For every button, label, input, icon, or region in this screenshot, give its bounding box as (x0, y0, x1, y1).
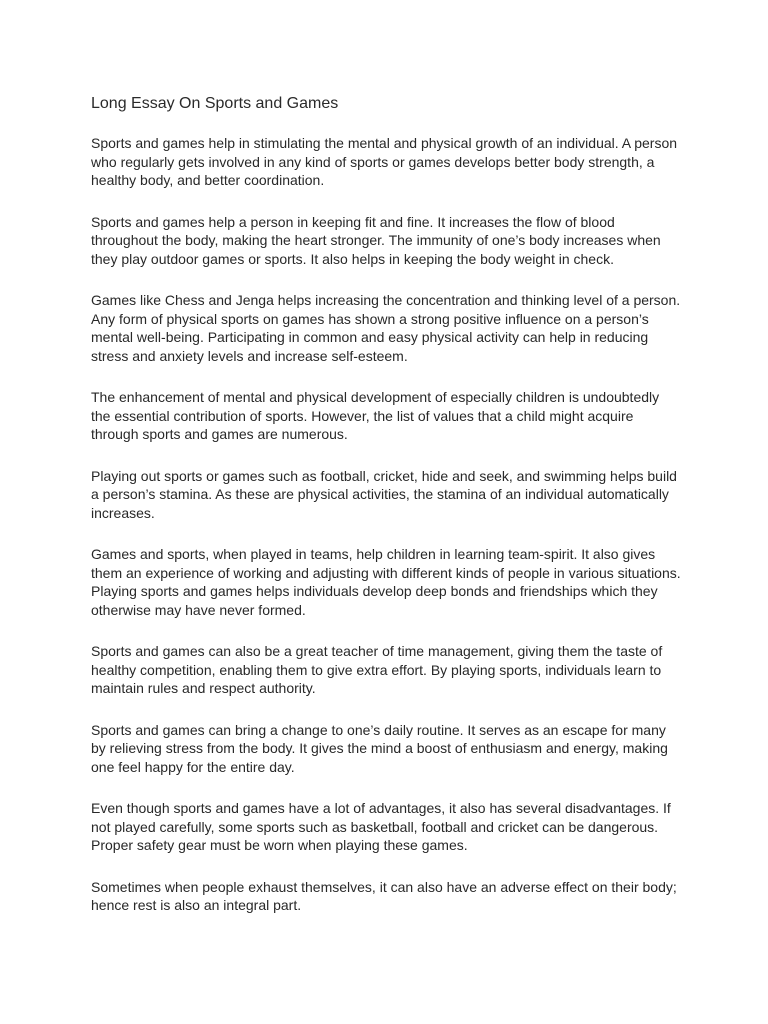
paragraph: Even though sports and games have a lot of advantages, it also has several disadvantages. If not played carefully, some sports such as basketball, football and cricket can be dangerous. Proper safety gear must be worn when playing these games. (91, 800, 671, 853)
document-title: Long Essay On Sports and Games (91, 95, 339, 112)
paragraph: Sports and games can bring a change to one’s daily routine. It serves as an escape for many by relieving stress from the body. It gives the mind a boost of enthusiasm and energy, making one feel happy for the entire day. (91, 721, 668, 775)
paragraph: Games like Chess and Jenga helps increasing the concentration and thinking level of a person. Any form of physical sports on games has shown a strong positive influence on a person’s mental well-being. Participating in common and easy physical activity can help in reducing stress and anxiety levels and increase self-esteem. (91, 292, 681, 364)
paragraph: The enhancement of mental and physical development of especially children is undoubtedly the essential contribution of sports. However, the list of values that a child might acquire through sports and games are numerous. (91, 389, 660, 442)
paragraph: Sometimes when people exhaust themselves, it can also have an adverse effect on their body; hence rest is also an integral part. (91, 878, 677, 913)
paragraph: Sports and games can also be a great teacher of time management, giving them the taste of healthy competition, enabling them to give extra effort. By playing sports, individuals learn to maintain rules and respect authority. (91, 643, 663, 696)
paragraph: Sports and games help in stimulating the mental and physical growth of an individual. A person who regularly gets involved in any kind of sports or games develops better body strength, a healthy body, and better coordination. (91, 135, 678, 188)
paragraph: Playing out sports or games such as football, cricket, hide and seek, and swimming helps build a person’s stamina. As these are physical activities, the stamina of an individual automatically increases. (91, 467, 677, 521)
document-body (91, 94, 681, 938)
paragraph: Games and sports, when played in teams, help children in learning team-spirit. It also gives them an experience of working and adjusting with different kinds of people in various situations. Playing sports and games helps individuals develop deep bonds and friendships which they otherwise may have never formed. (91, 546, 681, 618)
paragraph: Sports and games help a person in keeping fit and fine. It increases the flow of blood throughout the body, making the heart stronger. The immunity of one’s body increases when they play outdoor games or sports. It also helps in keeping the body weight in check. (91, 213, 661, 267)
